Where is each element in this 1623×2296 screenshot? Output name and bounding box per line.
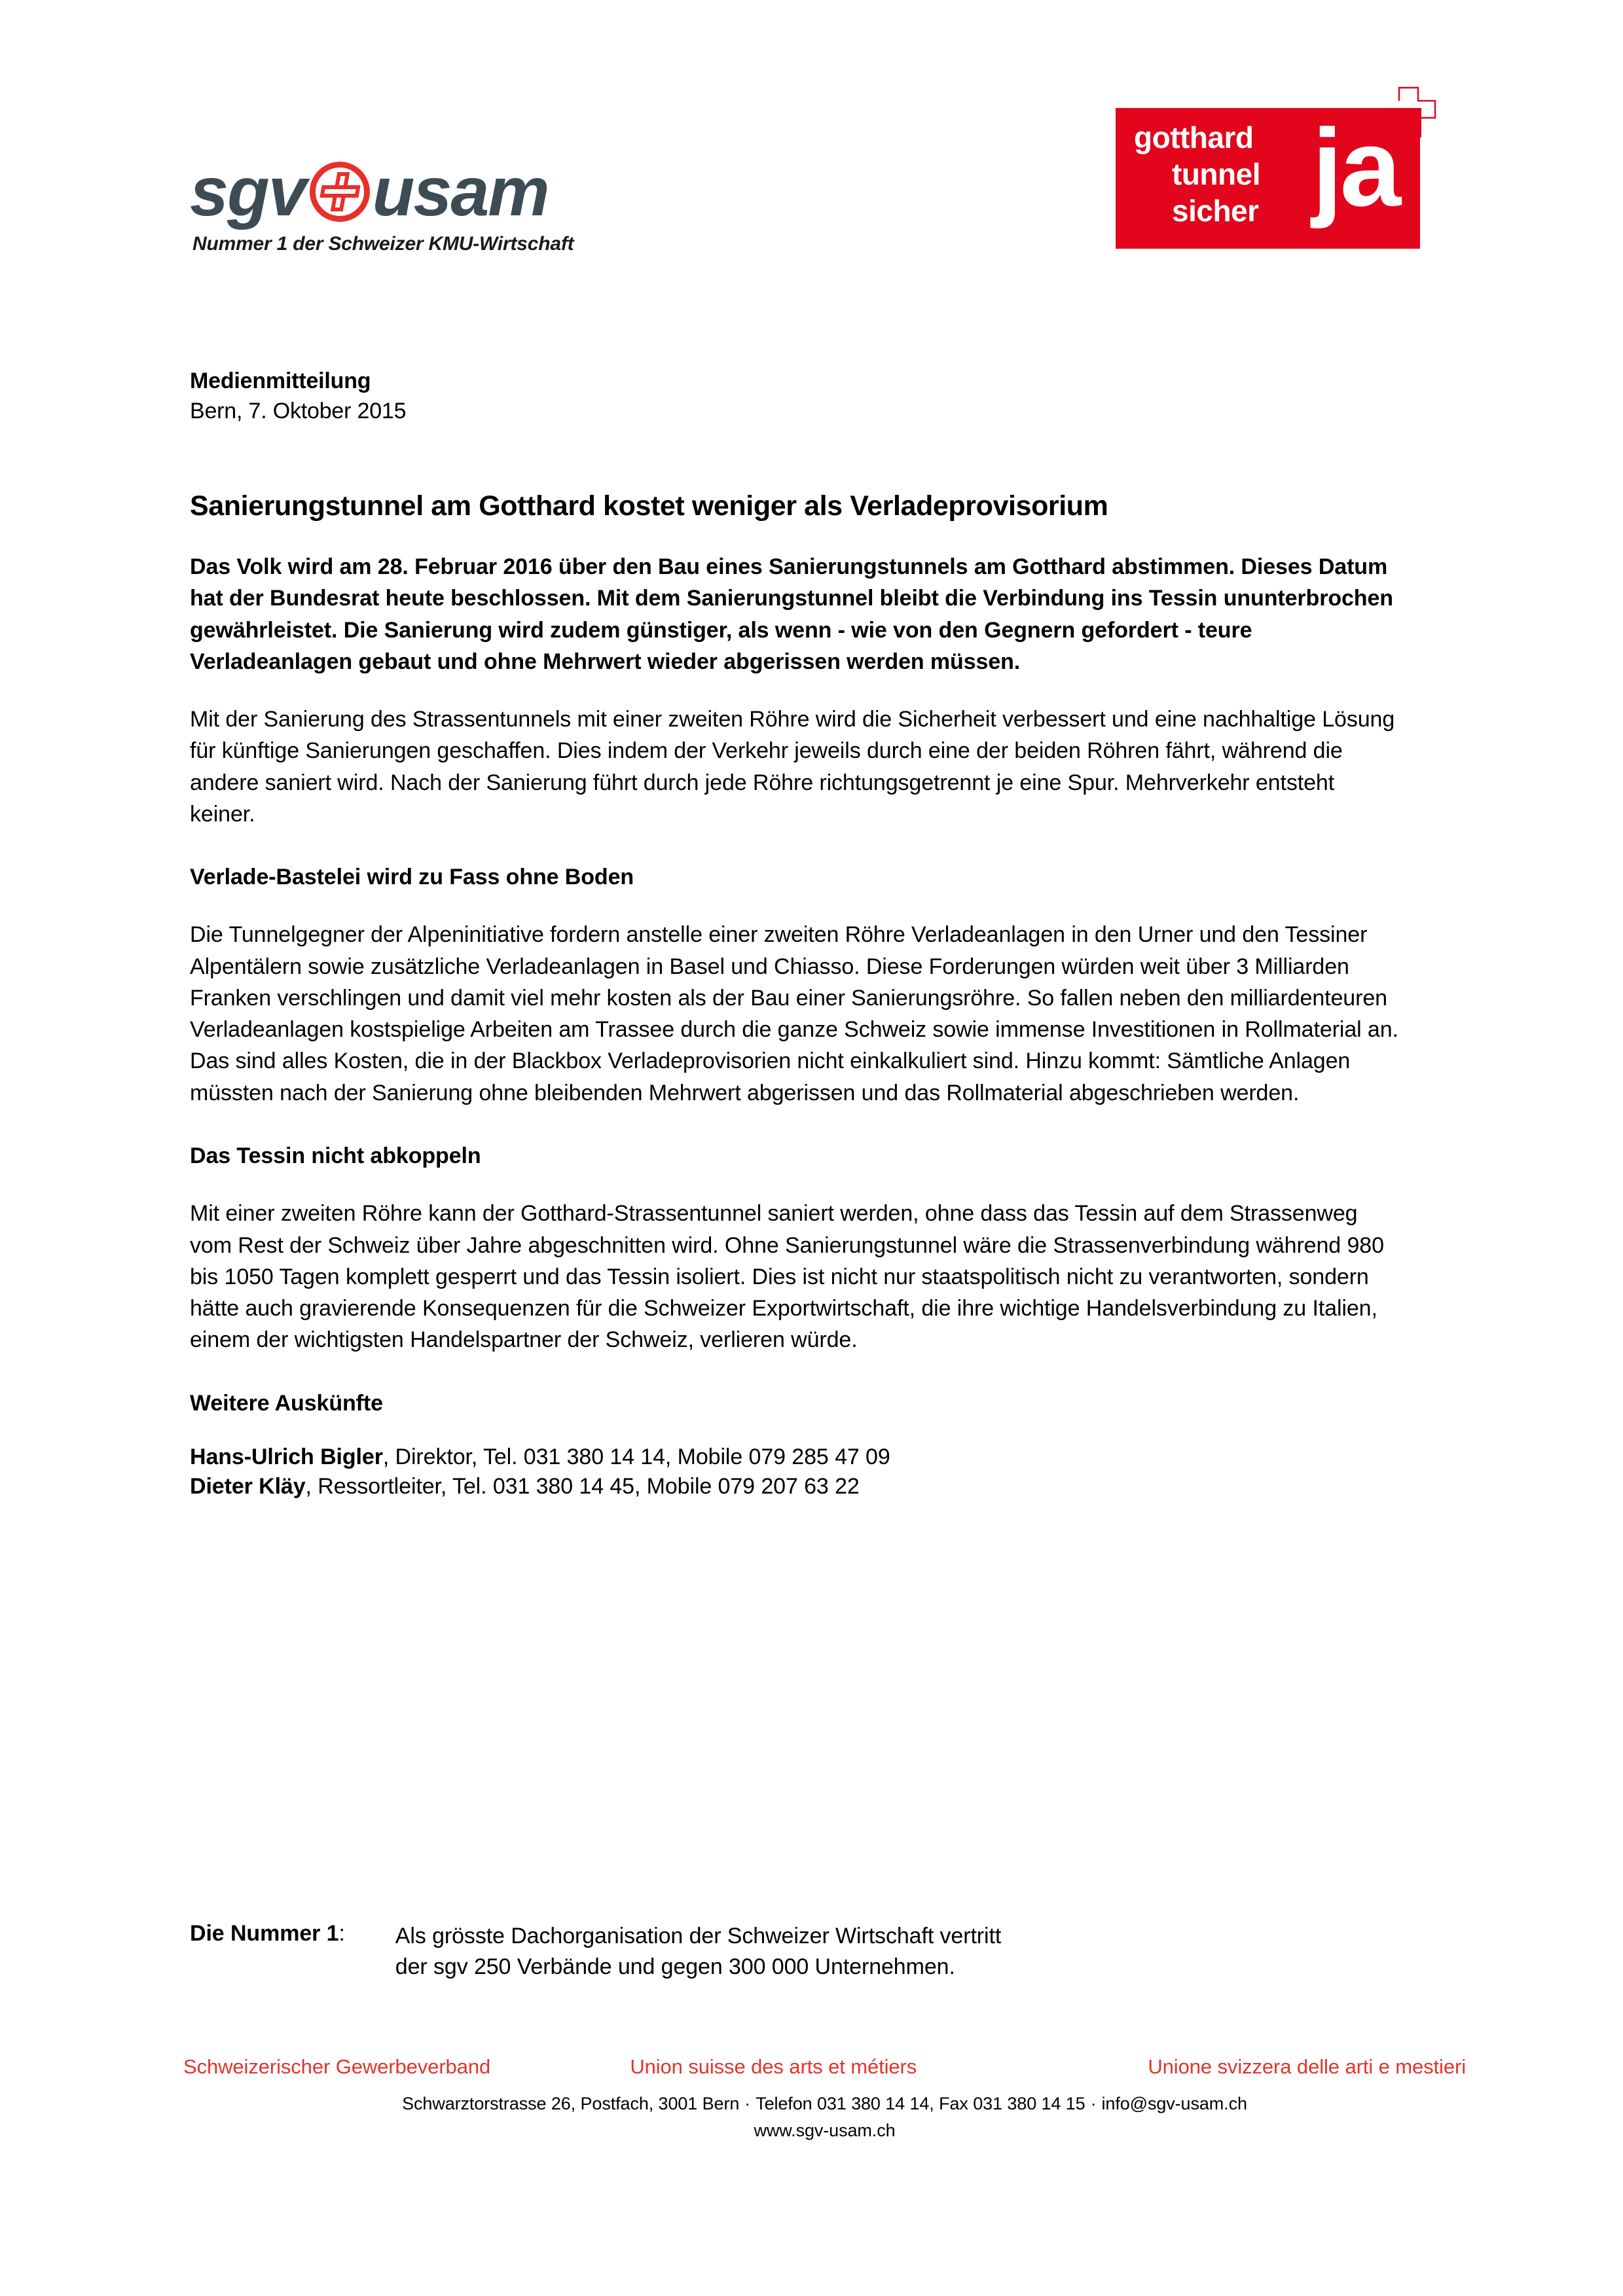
document-body	[190, 367, 1404, 1502]
footer-contact-line-1	[183, 2090, 1466, 2117]
die-nummer-1-text	[395, 1921, 1001, 1982]
footer-org-german: Schweizerischer Gewerbeverband	[183, 2055, 491, 2078]
footer-org-italian: Unione svizzera delle arti e mestieri	[1148, 2055, 1466, 2078]
die-nummer-1-text-line-2: der sgv 250 Verbände und gegen 300 000 Unternehmen.	[395, 1954, 955, 1979]
contact-details: , Direktor, Tel. 031 380 14 14, Mobile 079 285 47 09	[382, 1444, 890, 1469]
document-date: Bern, 7. Oktober 2015	[190, 398, 407, 423]
section-body-verlade-bastelei: Die Tunnelgegner der Alpeninitiative fordern anstelle einer zweiten Röhre Verladeanlagen in den Urner und den Tessiner Alpentälern sowie zusätzliche Verladeanlagen in Basel und Chiasso. Diese Forderungen würden weit über 3 Milliarden Franken verschlingen und damit viel mehr kosten als der Bau einer Sanierungsröhre. So fallen neben den milliardenteuren Verladeanlagen kostspielige Arbeiten am Trassee durch die ganze Schweiz sowie immense Investitionen in Rollmaterial an. Das sind alles Kosten, die in der Blackbox Verladeprovisorien nicht einkalkuliert sind. Hinzu kommt: Sämtliche Anlagen müssten nach der Sanierung ohne bleibenden Mehrwert abgerissen und das Rollmaterial abgeschrieben werden.	[190, 922, 1398, 1105]
die-nummer-1-block	[190, 1921, 1404, 1982]
gotthard-logo-line-2: tunnel	[1172, 157, 1260, 192]
contact-row	[190, 1443, 1404, 1473]
logo-word-sgv: sgv	[190, 153, 306, 230]
page-footer	[183, 2055, 1466, 2144]
lead-paragraph: Das Volk wird am 28. Februar 2016 über den Bau eines Sanierungstunnels am Gotthard abstimmen. Dieses Datum hat der Bundesrat heute beschlossen. Mit dem Sanierungstunnel bleibt die Verbindung ins Tessin ununterbrochen gewährleistet. Die Sanierung wird zudem günstiger, als wenn - wie von den Gegnern gefordert - teure Verladeanlagen gebaut und ohne Mehrwert wieder abgerissen werden müssen.	[190, 554, 1393, 674]
section-heading-tessin: Das Tessin nicht abkoppeln	[190, 1143, 481, 1168]
sgv-usam-tagline: Nummer 1 der Schweizer KMU-Wirtschaft	[192, 233, 574, 255]
die-nummer-1-label	[190, 1921, 345, 1946]
footer-separator: ·	[744, 2094, 751, 2113]
footer-org-french: Union suisse des arts et métiers	[630, 2055, 917, 2078]
footer-separator: ·	[1090, 2094, 1097, 2113]
contact-row	[190, 1472, 1404, 1502]
page-header	[190, 79, 1456, 275]
document-kicker: Medienmitteilung	[190, 368, 371, 393]
footer-email[interactable]: info@sgv-usam.ch	[1101, 2094, 1247, 2113]
footer-contact-details	[183, 2090, 1466, 2144]
gotthard-logo-text	[1134, 119, 1260, 229]
contacts-heading: Weitere Auskünfte	[190, 1390, 383, 1416]
footer-organisation-names	[183, 2055, 1466, 2079]
sgv-usam-logo	[190, 153, 661, 255]
gotthard-logo-line-3: sicher	[1172, 194, 1259, 228]
contact-name: Hans-Ulrich Bigler	[190, 1444, 383, 1469]
gotthard-logo-line-1: gotthard	[1134, 120, 1254, 154]
die-nummer-1-label-text: Die Nummer 1	[190, 1921, 339, 1946]
logo-word-usam: usam	[372, 153, 549, 230]
gotthard-tunnel-sicher-ja-logo	[1116, 79, 1456, 249]
swiss-cross-circle-icon	[310, 162, 370, 222]
section-heading-verlade-bastelei: Verlade-Bastelei wird zu Fass ohne Boden	[190, 865, 634, 890]
intro-paragraph: Mit der Sanierung des Strassentunnels mit einer zweiten Röhre wird die Sicherheit verbessert und eine nachhaltige Lösung für künftige Sanierungen geschaffen. Dies indem der Verkehr jeweils durch eine der beiden Röhren fährt, während die andere saniert wird. Nach der Sanierung führt durch jede Röhre richtungsgetrennt je eine Spur. Mehrverkehr entsteht keiner.	[190, 707, 1395, 827]
contacts-list	[190, 1443, 1404, 1502]
contact-details: , Ressortleiter, Tel. 031 380 14 45, Mobile 079 207 63 22	[305, 1474, 860, 1499]
footer-address: Schwarztorstrasse 26, Postfach, 3001 Bern	[402, 2094, 740, 2113]
footer-website[interactable]: www.sgv-usam.ch	[754, 2120, 896, 2140]
footer-phone: Telefon 031 380 14 14, Fax 031 380 14 15	[756, 2094, 1085, 2113]
section-body-tessin: Mit einer zweiten Röhre kann der Gotthard-Strassentunnel saniert werden, ohne dass das Tessin auf dem Strassenweg vom Rest der Schweiz über Jahre abgeschnitten wird. Ohne Sanierungstunnel wäre die Strassenverbindung während 980 bis 1050 Tagen komplett gesperrt und das Tessin isoliert. Dies ist nicht nur staatspolitisch nicht zu verantworten, sondern hätte auch gravierende Konsequenzen für die Schweizer Exportwirtschaft, die ihre wichtige Handelsverbindung zu Italien, einem der wichtigsten Handelspartner der Schweiz, verlieren würde.	[190, 1201, 1384, 1353]
die-nummer-1-colon: :	[338, 1921, 345, 1946]
page-title: Sanierungstunnel am Gotthard kostet weniger als Verladeprovisorium	[190, 490, 1108, 522]
die-nummer-1-text-line-1: Als grösste Dachorganisation der Schweizer Wirtschaft vertritt	[395, 1924, 1002, 1948]
sgv-usam-wordmark	[190, 153, 661, 230]
contact-name: Dieter Kläy	[190, 1474, 306, 1499]
gotthard-logo-ja: ja	[1312, 106, 1399, 229]
